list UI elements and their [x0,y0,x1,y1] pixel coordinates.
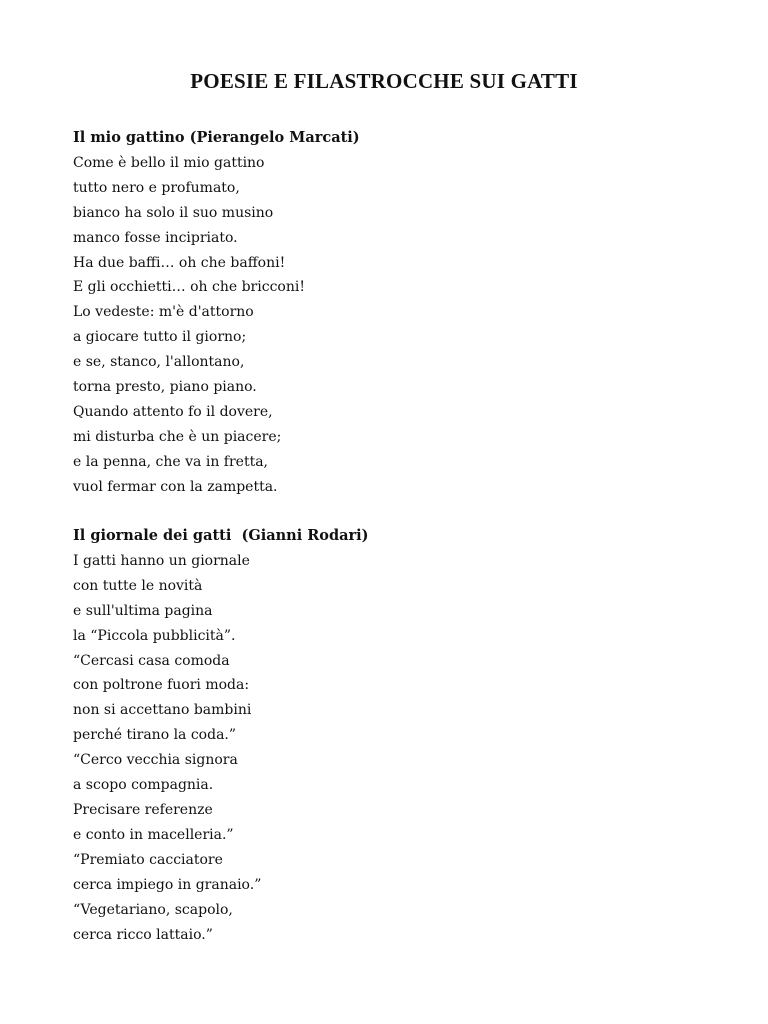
poem-line: “Vegetariano, scapolo, [73,901,233,918]
poem-heading: Il giornale dei gatti (Gianni Rodari) [73,527,369,544]
poem-line: a giocare tutto il giorno; [73,329,247,346]
document-title: POESIE E FILASTROCCHE SUI GATTI [190,69,578,93]
poem-line: “Cerco vecchia signora [73,752,238,769]
poem-line: Come è bello il mio gattino [73,154,265,171]
poem-line: “Cercasi casa comoda [73,652,230,669]
poem-line: e se, stanco, l'allontano, [73,354,245,371]
poem-line: cerca ricco lattaio.” [73,926,213,943]
poem-line: bianco ha solo il suo musino [73,204,274,221]
poem-line: a scopo compagnia. [73,777,214,794]
poem-line: perché tirano la coda.” [73,727,237,744]
poem-line: tutto nero e profumato, [73,179,240,196]
poem-line: e la penna, che va in fretta, [73,453,268,470]
poem-line: torna presto, piano piano. [73,379,257,396]
poem-line: Lo vedeste: m'è d'attorno [73,304,254,321]
poem-line: la “Piccola pubblicità”. [73,627,236,644]
poem-line: con poltrone fuori moda: [73,677,250,694]
poem-line: I gatti hanno un giornale [73,552,250,569]
poem-line: mi disturba che è un piacere; [73,428,282,445]
poem-line: e sull'ultima pagina [73,602,213,619]
poem-line: con tutte le novità [73,577,203,594]
poem-line: Quando attento fo il dovere, [73,403,273,420]
poem-line: E gli occhietti… oh che bricconi! [73,279,305,296]
poem-line: manco fosse incipriato. [73,229,238,246]
poem-il-mio-gattino [73,126,713,500]
poem-lines [73,151,713,500]
poem-il-giornale-dei-gatti [73,524,713,947]
poem-heading: Il mio gattino (Pierangelo Marcati) [73,129,360,146]
poem-lines [73,549,713,948]
poem-line: non si accettano bambini [73,702,252,719]
poem-line: Precisare referenze [73,801,213,818]
poem-line: Ha due baffi… oh che baffoni! [73,254,286,271]
poem-line: vuol fermar con la zampetta. [73,478,278,495]
poem-line: cerca impiego in granaio.” [73,876,262,893]
poem-line: e conto in macelleria.” [73,826,234,843]
poem-line: “Premiato cacciatore [73,851,223,868]
